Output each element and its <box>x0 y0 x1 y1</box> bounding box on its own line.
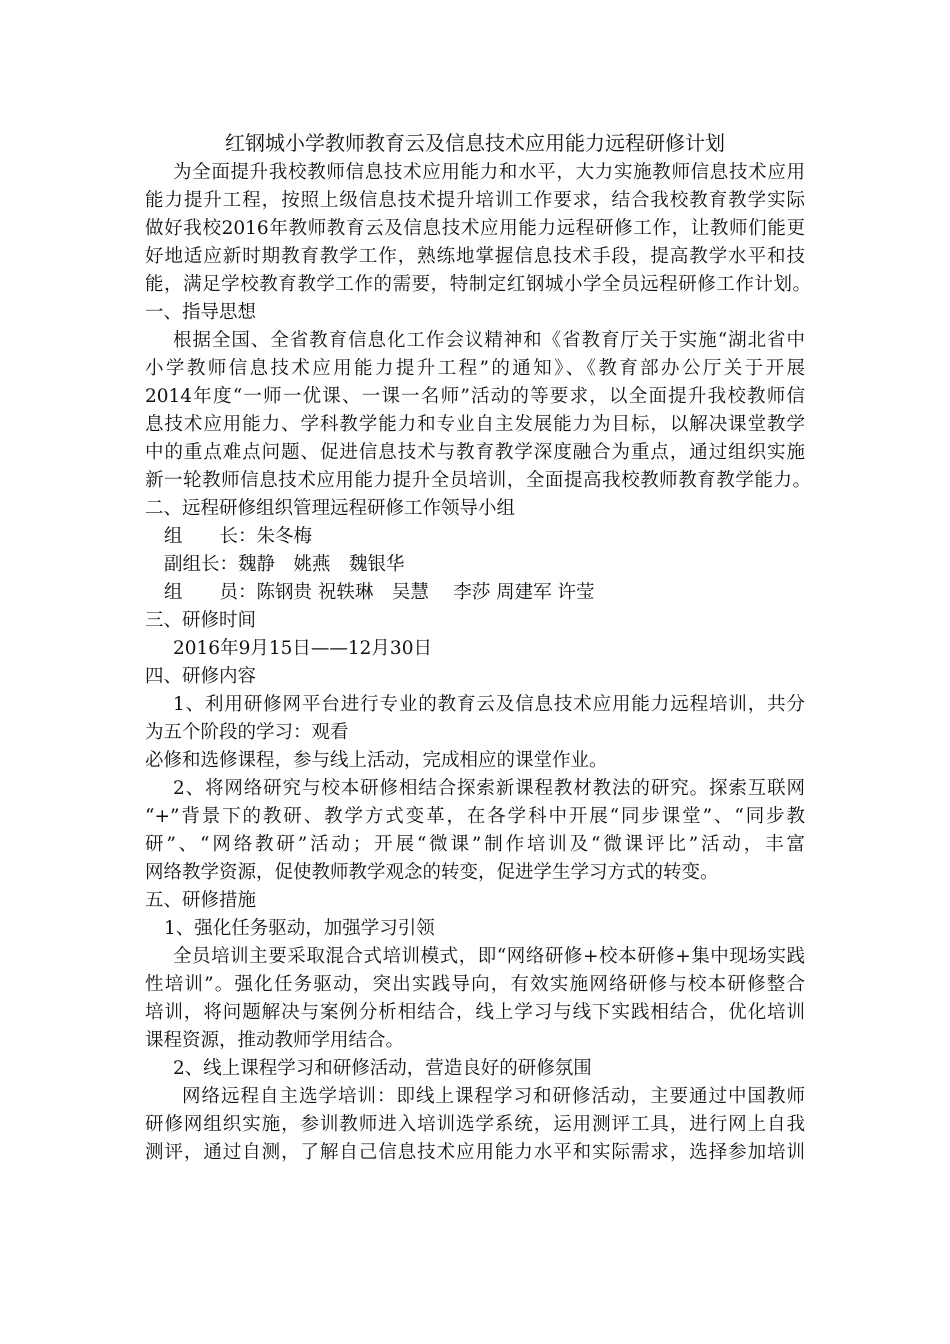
paragraph-line: 网络教学资源，促使教师教学观念的转变，促进学生学习方式的转变。 <box>145 862 719 883</box>
paragraph-line: 能，满足学校教育教学工作的需要，特制定红钢城小学全员远程研修工作计划。 <box>145 274 811 295</box>
paragraph-line: 根据全国、全省教育信息化工作会议精神和《省教育厅关于实施“湖北省中 <box>173 330 805 351</box>
paragraph-line: 性培训”。强化任务驱动，突出实践导向，有效实施网络研修与校本研修整合 <box>145 974 805 995</box>
section-heading: 一、指导思想 <box>145 302 257 323</box>
paragraph-line: 中的重点难点问题、促进信息技术与教育教学深度融合为重点，通过组织实施 <box>145 442 805 463</box>
document-title: 红钢城小学教师教育云及信息技术应用能力远程研修计划 <box>225 131 725 155</box>
paragraph-line: 研修网组织实施，参训教师进入培训选学系统，运用测评工具，进行网上自我 <box>145 1114 805 1135</box>
paragraph-line: “+”背景下的教研、教学方式变革，在各学科中开展“同步课堂”、“同步教 <box>145 806 805 827</box>
section-heading: 二、远程研修组织管理远程研修工作领导小组 <box>145 498 516 519</box>
paragraph-line: 全员培训主要采取混合式培训模式，即“网络研修+校本研修+集中现场实践 <box>173 946 805 967</box>
period-line: 2016年9月15日——12月30日 <box>173 638 432 659</box>
section-heading: 三、研修时间 <box>145 610 257 631</box>
paragraph-line: 研”、“网络教研”活动；开展“微课”制作培训及“微课评比”活动，丰富 <box>145 834 805 855</box>
paragraph-line: 做好我校2016年教师教育云及信息技术应用能力远程研修工作，让教师们能更 <box>145 218 805 239</box>
members-line: 组 员：陈钢贵 祝轶琳 吴慧 李莎 周建军 许莹 <box>164 582 595 603</box>
subsection-heading: 2、线上课程学习和研修活动，营造良好的研修氛围 <box>173 1058 592 1079</box>
leader-line: 组 长：朱冬梅 <box>164 526 313 547</box>
paragraph-line: 为全面提升我校教师信息技术应用能力和水平，大力实施教师信息技术应用 <box>173 162 805 183</box>
paragraph-line: 1、利用研修网平台进行专业的教育云及信息技术应用能力远程培训，共分 <box>173 694 805 715</box>
paragraph-line: 能力提升工程，按照上级信息技术提升培训工作要求，结合我校教育教学实际 <box>145 190 805 211</box>
paragraph-line: 培训，将问题解决与案例分析相结合，线上学习与线下实践相结合，优化培训 <box>145 1002 805 1023</box>
section-heading: 四、研修内容 <box>145 666 257 687</box>
paragraph-line: 为五个阶段的学习：观看 <box>145 722 349 743</box>
paragraph-line: 息技术应用能力、学科教学能力和专业自主发展能力为目标，以解决课堂教学 <box>145 414 805 435</box>
paragraph-line: 好地适应新时期教育教学工作，熟练地掌握信息技术手段，提高教学水平和技 <box>145 246 805 267</box>
paragraph-line: 网络远程自主选学培训：即线上课程学习和研修活动，主要通过中国教师 <box>182 1086 805 1107</box>
paragraph-line: 2、将网络研究与校本研修相结合探索新课程教材教法的研究。探索互联网 <box>173 778 805 799</box>
section-heading: 五、研修措施 <box>145 890 257 911</box>
paragraph-line: 必修和选修课程，参与线上活动，完成相应的课堂作业。 <box>145 750 608 771</box>
paragraph-line: 小学教师信息技术应用能力提升工程”的通知》、《教育部办公厅关于开展 <box>145 358 805 379</box>
paragraph-line: 测评，通过自测，了解自己信息技术应用能力水平和实际需求，选择参加培训 <box>145 1142 805 1163</box>
paragraph-line: 课程资源，推动教师学用结合。 <box>145 1030 405 1051</box>
deputy-leader-line: 副组长：魏静 姚燕 魏银华 <box>164 554 405 575</box>
paragraph-line: 新一轮教师信息技术应用能力提升全员培训，全面提高我校教师教育教学能力。 <box>145 470 811 491</box>
subsection-heading: 1、强化任务驱动，加强学习引领 <box>164 918 435 939</box>
paragraph-line: 2014年度“一师一优课、一课一名师”活动的等要求，以全面提升我校教师信 <box>145 386 805 407</box>
